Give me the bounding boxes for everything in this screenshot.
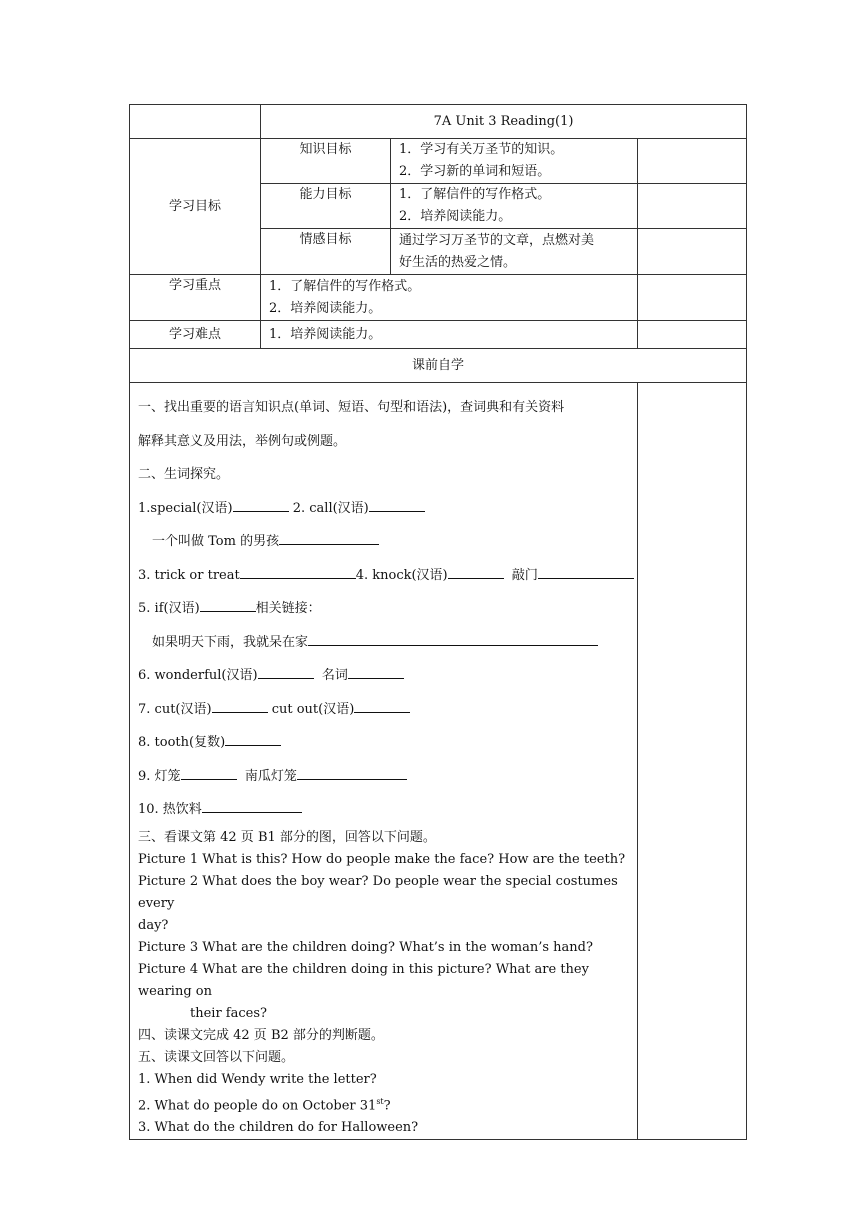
vocab-text: 名词 bbox=[321, 668, 348, 683]
question-mark: ? bbox=[383, 1097, 391, 1113]
key-point-line: 2．培养阅读能力。 bbox=[269, 300, 382, 316]
vocab-text: 5. if(汉语) bbox=[138, 601, 200, 616]
key-points-row bbox=[130, 275, 747, 321]
vocab-text: 1.special(汉语) bbox=[138, 500, 233, 516]
objective-content bbox=[391, 139, 638, 184]
section-title: 课前自学 bbox=[130, 349, 747, 383]
difficulties-row bbox=[130, 321, 747, 349]
reading-question-1: 1. When did Wendy write the letter? bbox=[138, 1071, 377, 1087]
empty-cell bbox=[638, 229, 747, 275]
vocab-item bbox=[138, 793, 629, 827]
vocab-text: cut out(汉语) bbox=[267, 701, 355, 717]
objective-line: 2．培养阅读能力。 bbox=[399, 209, 512, 224]
answer-blank[interactable] bbox=[240, 564, 356, 579]
objective-line: 1．了解信件的写作格式。 bbox=[399, 187, 551, 202]
vocab-text: 一个叫做 Tom 的男孩 bbox=[152, 534, 280, 549]
lesson-title: 7A Unit 3 Reading(1) bbox=[261, 105, 747, 139]
objective-row bbox=[130, 139, 747, 184]
key-points-label: 学习重点 bbox=[130, 275, 261, 321]
objective-line: 通过学习万圣节的文章，点燃对美 bbox=[399, 232, 595, 248]
answer-blank[interactable] bbox=[212, 698, 268, 713]
empty-cell bbox=[638, 184, 747, 229]
difficulties-content bbox=[261, 321, 638, 349]
answer-blank[interactable] bbox=[308, 631, 598, 646]
objective-content bbox=[391, 229, 638, 275]
objectives-label: 学习目标 bbox=[130, 139, 261, 275]
objective-type: 情感目标 bbox=[261, 229, 391, 275]
vocab-text: 南瓜灯笼 bbox=[244, 768, 297, 784]
vocab-item bbox=[138, 626, 629, 660]
reading-question-3: 3. What do the children do for Halloween? bbox=[138, 1119, 419, 1135]
answer-blank[interactable] bbox=[181, 765, 237, 780]
lesson-plan-table bbox=[129, 104, 747, 1140]
objective-line: 1．学习有关万圣节的知识。 bbox=[399, 142, 564, 157]
picture-question-4a: Picture 4 What are the children doing in this picture? What are they wearing on bbox=[138, 961, 589, 999]
difficulty-line: 1．培养阅读能力。 bbox=[269, 326, 382, 342]
vocab-text: 敲门 bbox=[511, 567, 538, 583]
picture-question-2b: day? bbox=[138, 917, 169, 933]
key-point-line: 1．了解信件的写作格式。 bbox=[269, 278, 421, 294]
self-study-content bbox=[130, 383, 638, 1140]
answer-blank[interactable] bbox=[225, 731, 281, 746]
answer-blank[interactable] bbox=[200, 597, 256, 612]
objective-type: 知识目标 bbox=[261, 139, 391, 184]
vocab-item bbox=[138, 492, 629, 526]
question-text: 2. What do people do on October 31 bbox=[138, 1097, 377, 1113]
answer-blank[interactable] bbox=[297, 765, 407, 780]
self-study-row bbox=[130, 383, 747, 1140]
picture-question-3: Picture 3 What are the children doing? What’s in the woman’s hand? bbox=[138, 939, 593, 955]
empty-cell bbox=[638, 383, 747, 1140]
vocab-text: 4. knock(汉语) bbox=[355, 567, 448, 583]
answer-blank[interactable] bbox=[354, 698, 410, 713]
answer-blank[interactable] bbox=[202, 798, 302, 813]
vocab-text: 10. 热饮料 bbox=[138, 802, 202, 817]
answer-blank[interactable] bbox=[348, 664, 404, 679]
ordinal-suffix: st bbox=[376, 1096, 384, 1106]
instruction-3: 三、看课文第 42 页 B1 部分的图，回答以下问题。 bbox=[138, 829, 436, 845]
vocab-item bbox=[138, 659, 629, 693]
vocab-text: 7. cut(汉语) bbox=[138, 701, 212, 717]
instruction-4: 四、读课文完成 42 页 B2 部分的判断题。 bbox=[138, 1027, 384, 1043]
answer-blank[interactable] bbox=[369, 497, 425, 512]
reading-question-2 bbox=[138, 1091, 629, 1117]
empty-cell bbox=[638, 275, 747, 321]
difficulties-label: 学习难点 bbox=[130, 321, 261, 349]
vocab-text: 如果明天下雨，我就呆在家 bbox=[152, 634, 309, 650]
vocab-item bbox=[138, 726, 629, 760]
instruction-1a: 一、找出重要的语言知识点(单词、短语、句型和语法)，查词典和有关资料 bbox=[138, 400, 565, 415]
instruction-1b: 解释其意义及用法，举例句或例题。 bbox=[138, 433, 347, 449]
picture-question-4b: their faces? bbox=[190, 1005, 267, 1021]
empty-cell bbox=[130, 105, 261, 139]
objective-line: 2．学习新的单词和短语。 bbox=[399, 164, 551, 179]
objective-line: 好生活的热爱之情。 bbox=[399, 254, 517, 270]
vocab-item bbox=[138, 525, 629, 559]
picture-question-1: Picture 1 What is this? How do people make the face? How are the teeth? bbox=[138, 851, 626, 867]
answer-blank[interactable] bbox=[258, 664, 314, 679]
vocab-text: 8. tooth(复数) bbox=[138, 735, 226, 750]
empty-cell bbox=[638, 139, 747, 184]
empty-cell bbox=[638, 321, 747, 349]
vocab-text: 相关链接： bbox=[255, 601, 321, 616]
section-row bbox=[130, 349, 747, 383]
vocab-text: 3. trick or treat bbox=[138, 567, 240, 583]
instruction-5: 五、读课文回答以下问题。 bbox=[138, 1049, 295, 1065]
vocab-text: 2. call(汉语) bbox=[288, 500, 369, 516]
title-row bbox=[130, 105, 747, 139]
vocab-item bbox=[138, 592, 629, 626]
answer-blank[interactable] bbox=[448, 564, 504, 579]
key-points-content bbox=[261, 275, 638, 321]
vocab-item bbox=[138, 760, 629, 794]
objective-type: 能力目标 bbox=[261, 184, 391, 229]
picture-question-2a: Picture 2 What does the boy wear? Do people wear the special costumes every bbox=[138, 873, 618, 911]
vocab-item bbox=[138, 693, 629, 727]
objective-content bbox=[391, 184, 638, 229]
vocab-text: 9. 灯笼 bbox=[138, 768, 181, 784]
answer-blank[interactable] bbox=[279, 530, 379, 545]
vocab-text: 6. wonderful(汉语) bbox=[138, 668, 258, 683]
vocab-item bbox=[138, 559, 629, 593]
instruction-2: 二、生词探究。 bbox=[138, 467, 230, 482]
answer-blank[interactable] bbox=[233, 497, 289, 512]
answer-blank[interactable] bbox=[538, 564, 634, 579]
